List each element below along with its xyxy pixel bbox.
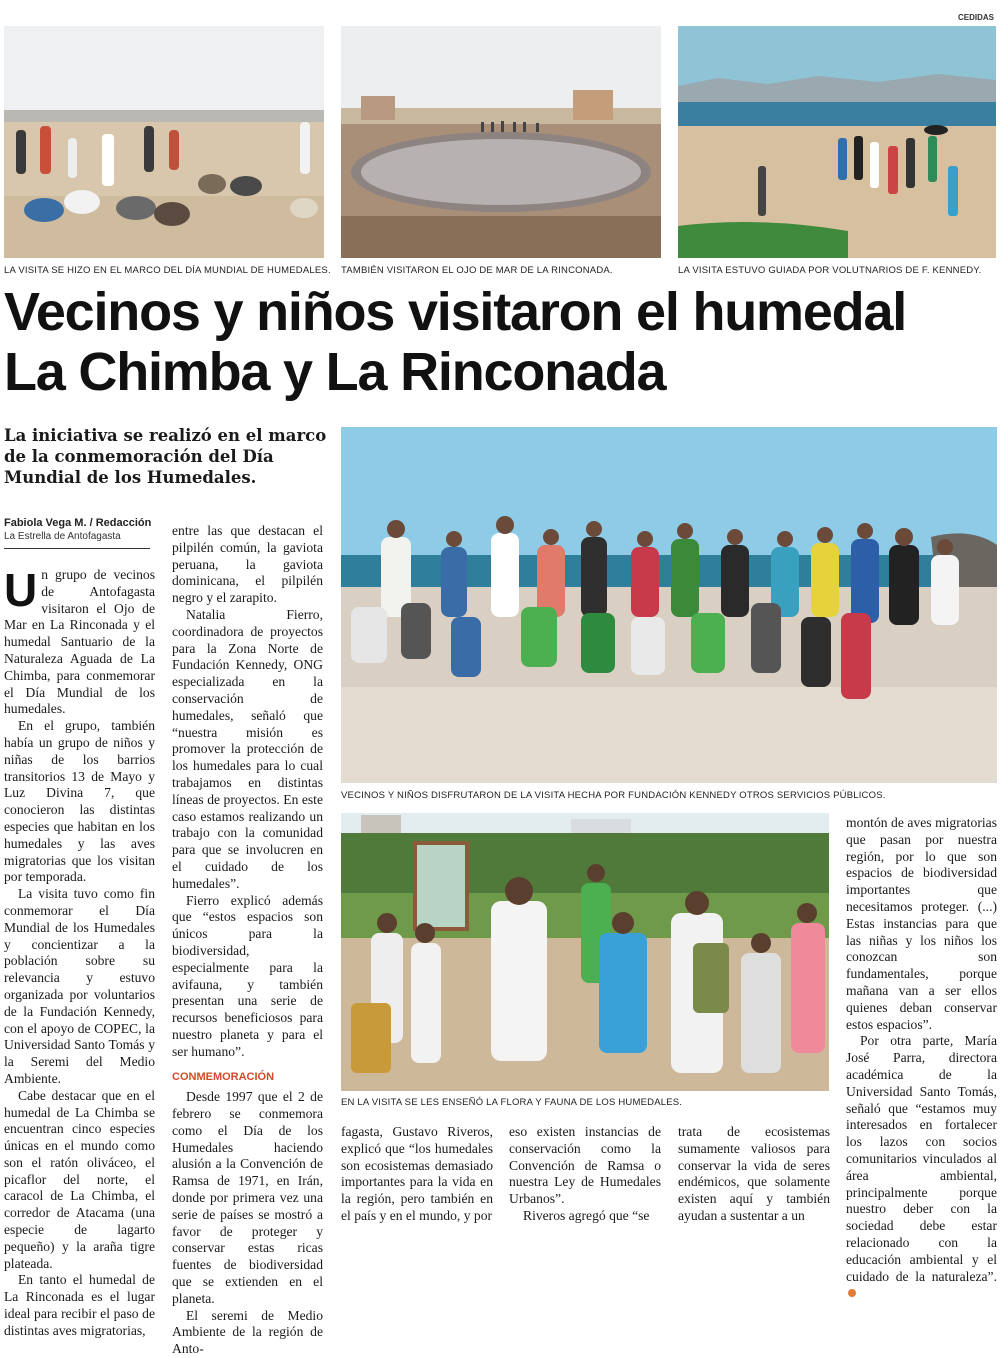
article-paragraph: Natalia Fierro, coordinadora de proyectos para la Zona Norte de Fundación Kennedy, ONG especializada en la conservación de humedales, señaló que “nuestra misión es promover la protección de los humedales para lo cual trabajamos en distintas líneas de proyectos. En este caso estamos realizando un trabajo con la comunidad para que se involucren en el cuidado de los humedales”. xyxy=(172,606,323,891)
photo-ojo-de-mar xyxy=(341,26,661,258)
photo-caption: TAMBIÉN VISITARON EL OJO DE MAR DE LA RINCONADA. xyxy=(341,265,613,276)
section-tag: CEDIDAS xyxy=(957,13,994,22)
lead-paragraph: La iniciativa se realizó en el marco de la conmemoración del Día Mundial de los Humedales. xyxy=(4,426,327,487)
article-paragraph: Un grupo de vecinos de Antofagasta visitaron el Ojo de Mar en La Rinconada y el humedal Santuario de la Naturaleza Aguada de La Chimba, para conmemorar el Día Mundial de los humedales. xyxy=(4,564,155,717)
byline-paper: La Estrella de Antofagasta xyxy=(4,531,121,542)
headline-line-1: Vecinos y niños visitaron el humedal xyxy=(4,282,907,342)
photo-flora-fauna xyxy=(341,813,829,1091)
article-paragraph: trata de ecosistemas sumamente valiosos para conservar la vida de seres endémicos, que solamente existen aquí y también ayudan a sustentar a un xyxy=(678,1124,830,1223)
article-paragraph: Por otra parte, María José Parra, directora académica de la Universidad Santo Tomás, señaló que “estamos muy interesados en fortalecer los lazos con socios comunitarios vinculados al área ambiental, principalmente porque nuestro deber con la sociedad debe estar relacionado con la educación ambiental y el cuidado de la naturaleza”. xyxy=(846,1033,997,1302)
article-paragraph: montón de aves migratorias que pasan por nuestra región, por lo que son espacios de biodiversidad importantes que necesitamos proteger. (...) Estas instancias para que las niñas y los niños los conozcan son fundamentales, porque mañana van a ser ellos quienes deban conservar estos espacios”. xyxy=(846,815,997,1032)
photo-caption: LA VISITA SE HIZO EN EL MARCO DEL DÍA MUNDIAL DE HUMEDALES. xyxy=(4,265,331,276)
article-paragraph: Cabe destacar que en el humedal de La Chimba se encuentran cinco especies únicas en el mundo como son el ratón oliváceo, el picaflor del norte, el caracol de La Chimba, el corredor de Atacama (una especie de lagarto pequeño) y la araña tigre plateada. xyxy=(4,1087,155,1271)
article-column-2 xyxy=(172,523,323,1358)
article-paragraph: entre las que destacan el pilpilén común, la gaviota peruana, la gaviota dominicana, el pilpilén negro y el zarapito. xyxy=(172,523,323,606)
photo-caption: VECINOS Y NIÑOS DISFRUTARON DE LA VISITA HECHA POR FUNDACIÓN KENNEDY OTROS SERVICIOS PÚBLICOS. xyxy=(341,790,886,801)
article-paragraph: La visita tuvo como fin conmemorar el Día Mundial de los Humedales y concientizar a la población sobre su relevancia y estuvo organizada por voluntarios de la Fundación Kennedy, con el apoyo de COPEC, la Universidad Santo Tomás y la Seremi del Medio Ambiente. xyxy=(4,886,155,1086)
byline-divider xyxy=(4,548,150,549)
article-column-6 xyxy=(846,815,997,1302)
drop-cap: U xyxy=(4,564,38,616)
byline-author: Fabiola Vega M. / Redacción xyxy=(4,517,152,529)
photo-caption: LA VISITA ESTUVO GUIADA POR VOLUTNARIOS DE F. KENNEDY. xyxy=(678,265,982,276)
article-column-5 xyxy=(678,1124,830,1225)
article-paragraph: Riveros agregó que “se xyxy=(523,1207,650,1223)
article-paragraph: eso existen instancias de conservación como la Convención de Ramsa o nuestra Ley de Humedales Urbanos”. xyxy=(509,1124,661,1207)
article-paragraph: Fierro explicó además que “estos espacios son únicos para la biodiversidad, especialmente para la avifauna, y también presentan una serie de recursos beneficiosos para nuestro planeta y para el ser humano”. xyxy=(172,892,323,1059)
article-column-1 xyxy=(4,564,155,1340)
article-column-4 xyxy=(509,1124,661,1225)
article-paragraph: En el grupo, también había un grupo de niños y niñas de los barrios transitorios 13 de Mayo y Luz Divina 7, que conocieron las distintas especies que habitan en los humedales y las aves migratorias que los visitan por temporada. xyxy=(4,718,155,885)
article-paragraph: fagasta, Gustavo Riveros, explicó que “los humedales son ecosistemas demasiado importantes para la vida en la región, pero también en el país y en el mundo, y por xyxy=(341,1124,493,1223)
end-mark-icon xyxy=(848,1289,856,1297)
article-column-3 xyxy=(341,1124,493,1225)
section-subhead: CONMEMORACIÓN xyxy=(172,1070,275,1083)
headline-line-2: La Chimba y La Rinconada xyxy=(4,342,666,402)
photo-coastal-visit xyxy=(678,26,996,258)
article-paragraph: En tanto el humedal de La Rinconada es el lugar ideal para recibir el paso de distintas aves migratorias, xyxy=(4,1272,155,1338)
photo-caption: EN LA VISITA SE LES ENSEÑÓ LA FLORA Y FAUNA DE LOS HUMEDALES. xyxy=(341,1097,683,1108)
headline xyxy=(4,282,994,402)
article-paragraph: El seremi de Medio Ambiente de la región de Anto- xyxy=(172,1307,323,1357)
photo-group-main xyxy=(341,427,997,783)
photo-beach-group xyxy=(4,26,324,258)
article-paragraph: Desde 1997 que el 2 de febrero se conmemora como el Día de los Humedales haciendo alusión a la Convención de Ramsa de 1971, en Irán, donde por primera vez una serie de países se mostró a favor de proteger y conservar estas ricas fuentes de biodiversidad que se extienden en el planeta. xyxy=(172,1089,323,1306)
